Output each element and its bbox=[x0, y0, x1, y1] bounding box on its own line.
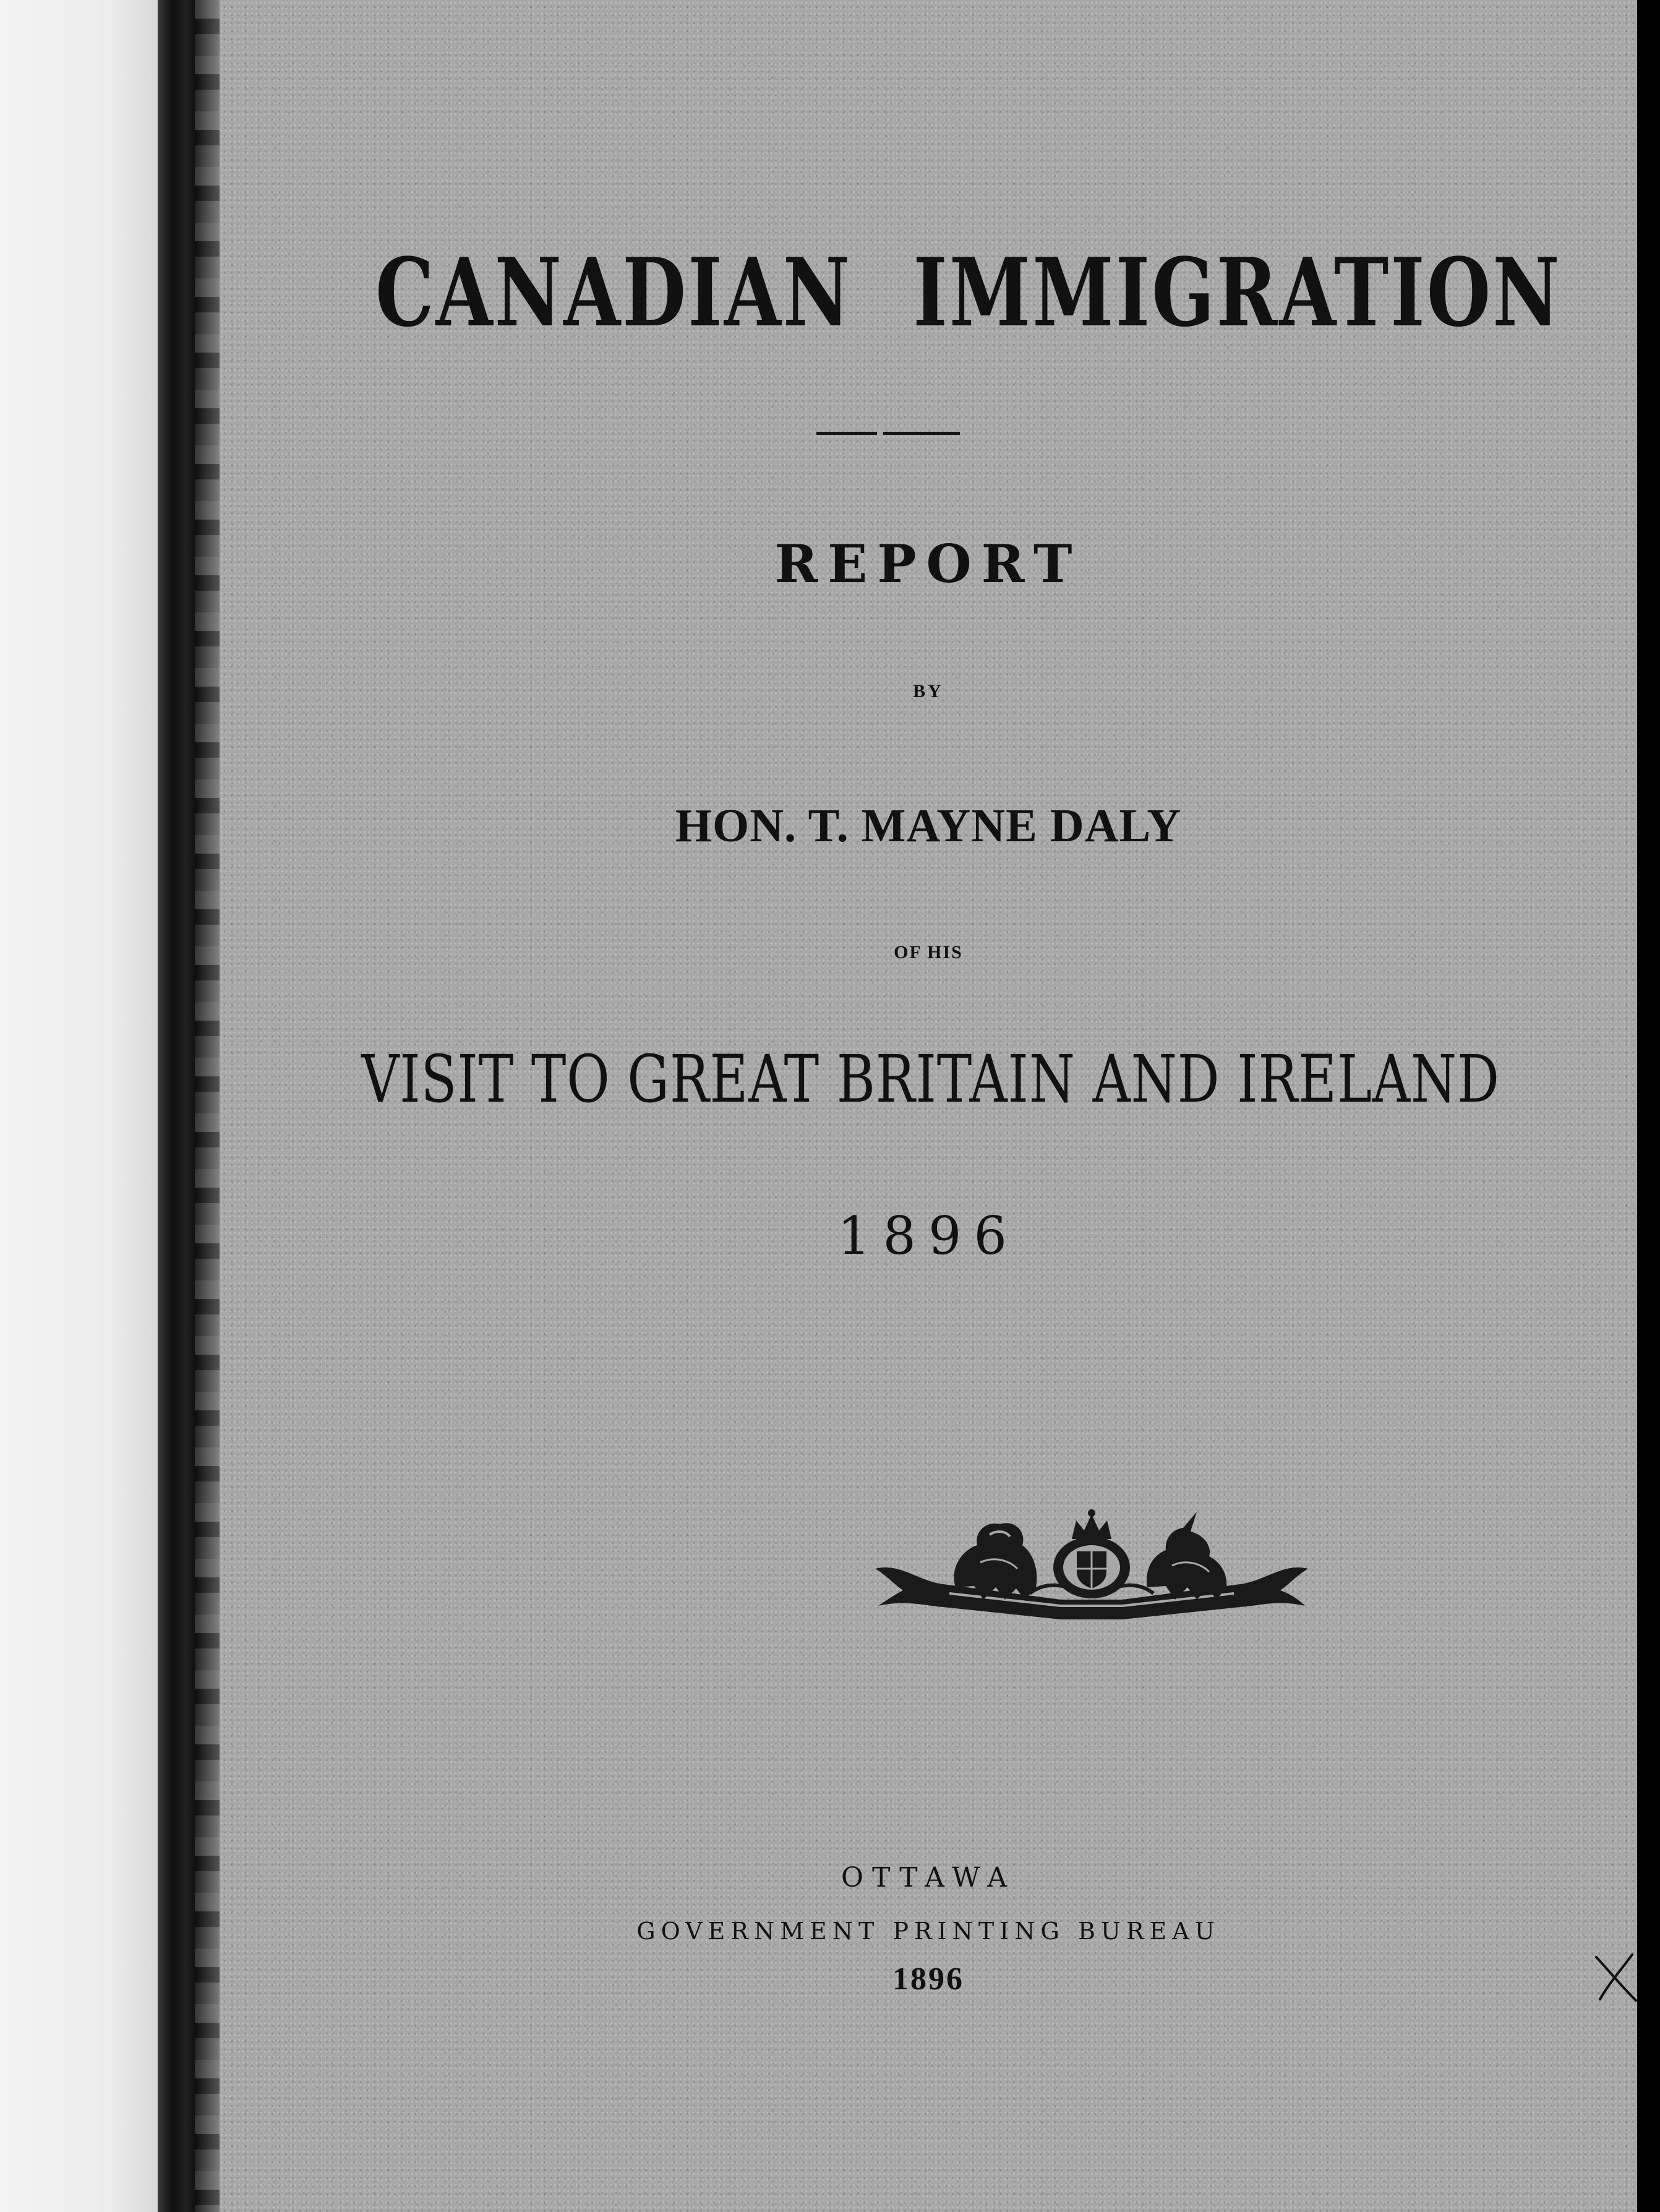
of-his-label: OF HIS bbox=[894, 942, 963, 962]
author-name: HON. T. MAYNE DALY bbox=[675, 800, 1182, 852]
adjacent-page-margin bbox=[0, 0, 158, 2212]
document-title: CANADIAN IMMIGRATION bbox=[375, 237, 1562, 348]
book-spine-edge bbox=[158, 0, 220, 2212]
imprint-city: OTTAWA bbox=[841, 1862, 1016, 1893]
title-divider bbox=[816, 432, 960, 435]
royal-coat-of-arms-icon bbox=[863, 1507, 1320, 1631]
scan-right-border bbox=[1637, 0, 1660, 2212]
document-subtitle: REPORT bbox=[774, 533, 1082, 594]
imprint-year: 1896 bbox=[892, 1961, 964, 1997]
by-line-label: BY bbox=[913, 681, 944, 701]
report-year: 1896 bbox=[837, 1206, 1019, 1266]
report-topic: VISIT TO GREAT BRITAIN AND IRELAND bbox=[361, 1041, 1500, 1117]
imprint-printer: GOVERNMENT PRINTING BUREAU bbox=[636, 1918, 1220, 1945]
title-page bbox=[220, 0, 1637, 2212]
handwritten-x-mark-icon bbox=[1591, 1950, 1641, 2005]
